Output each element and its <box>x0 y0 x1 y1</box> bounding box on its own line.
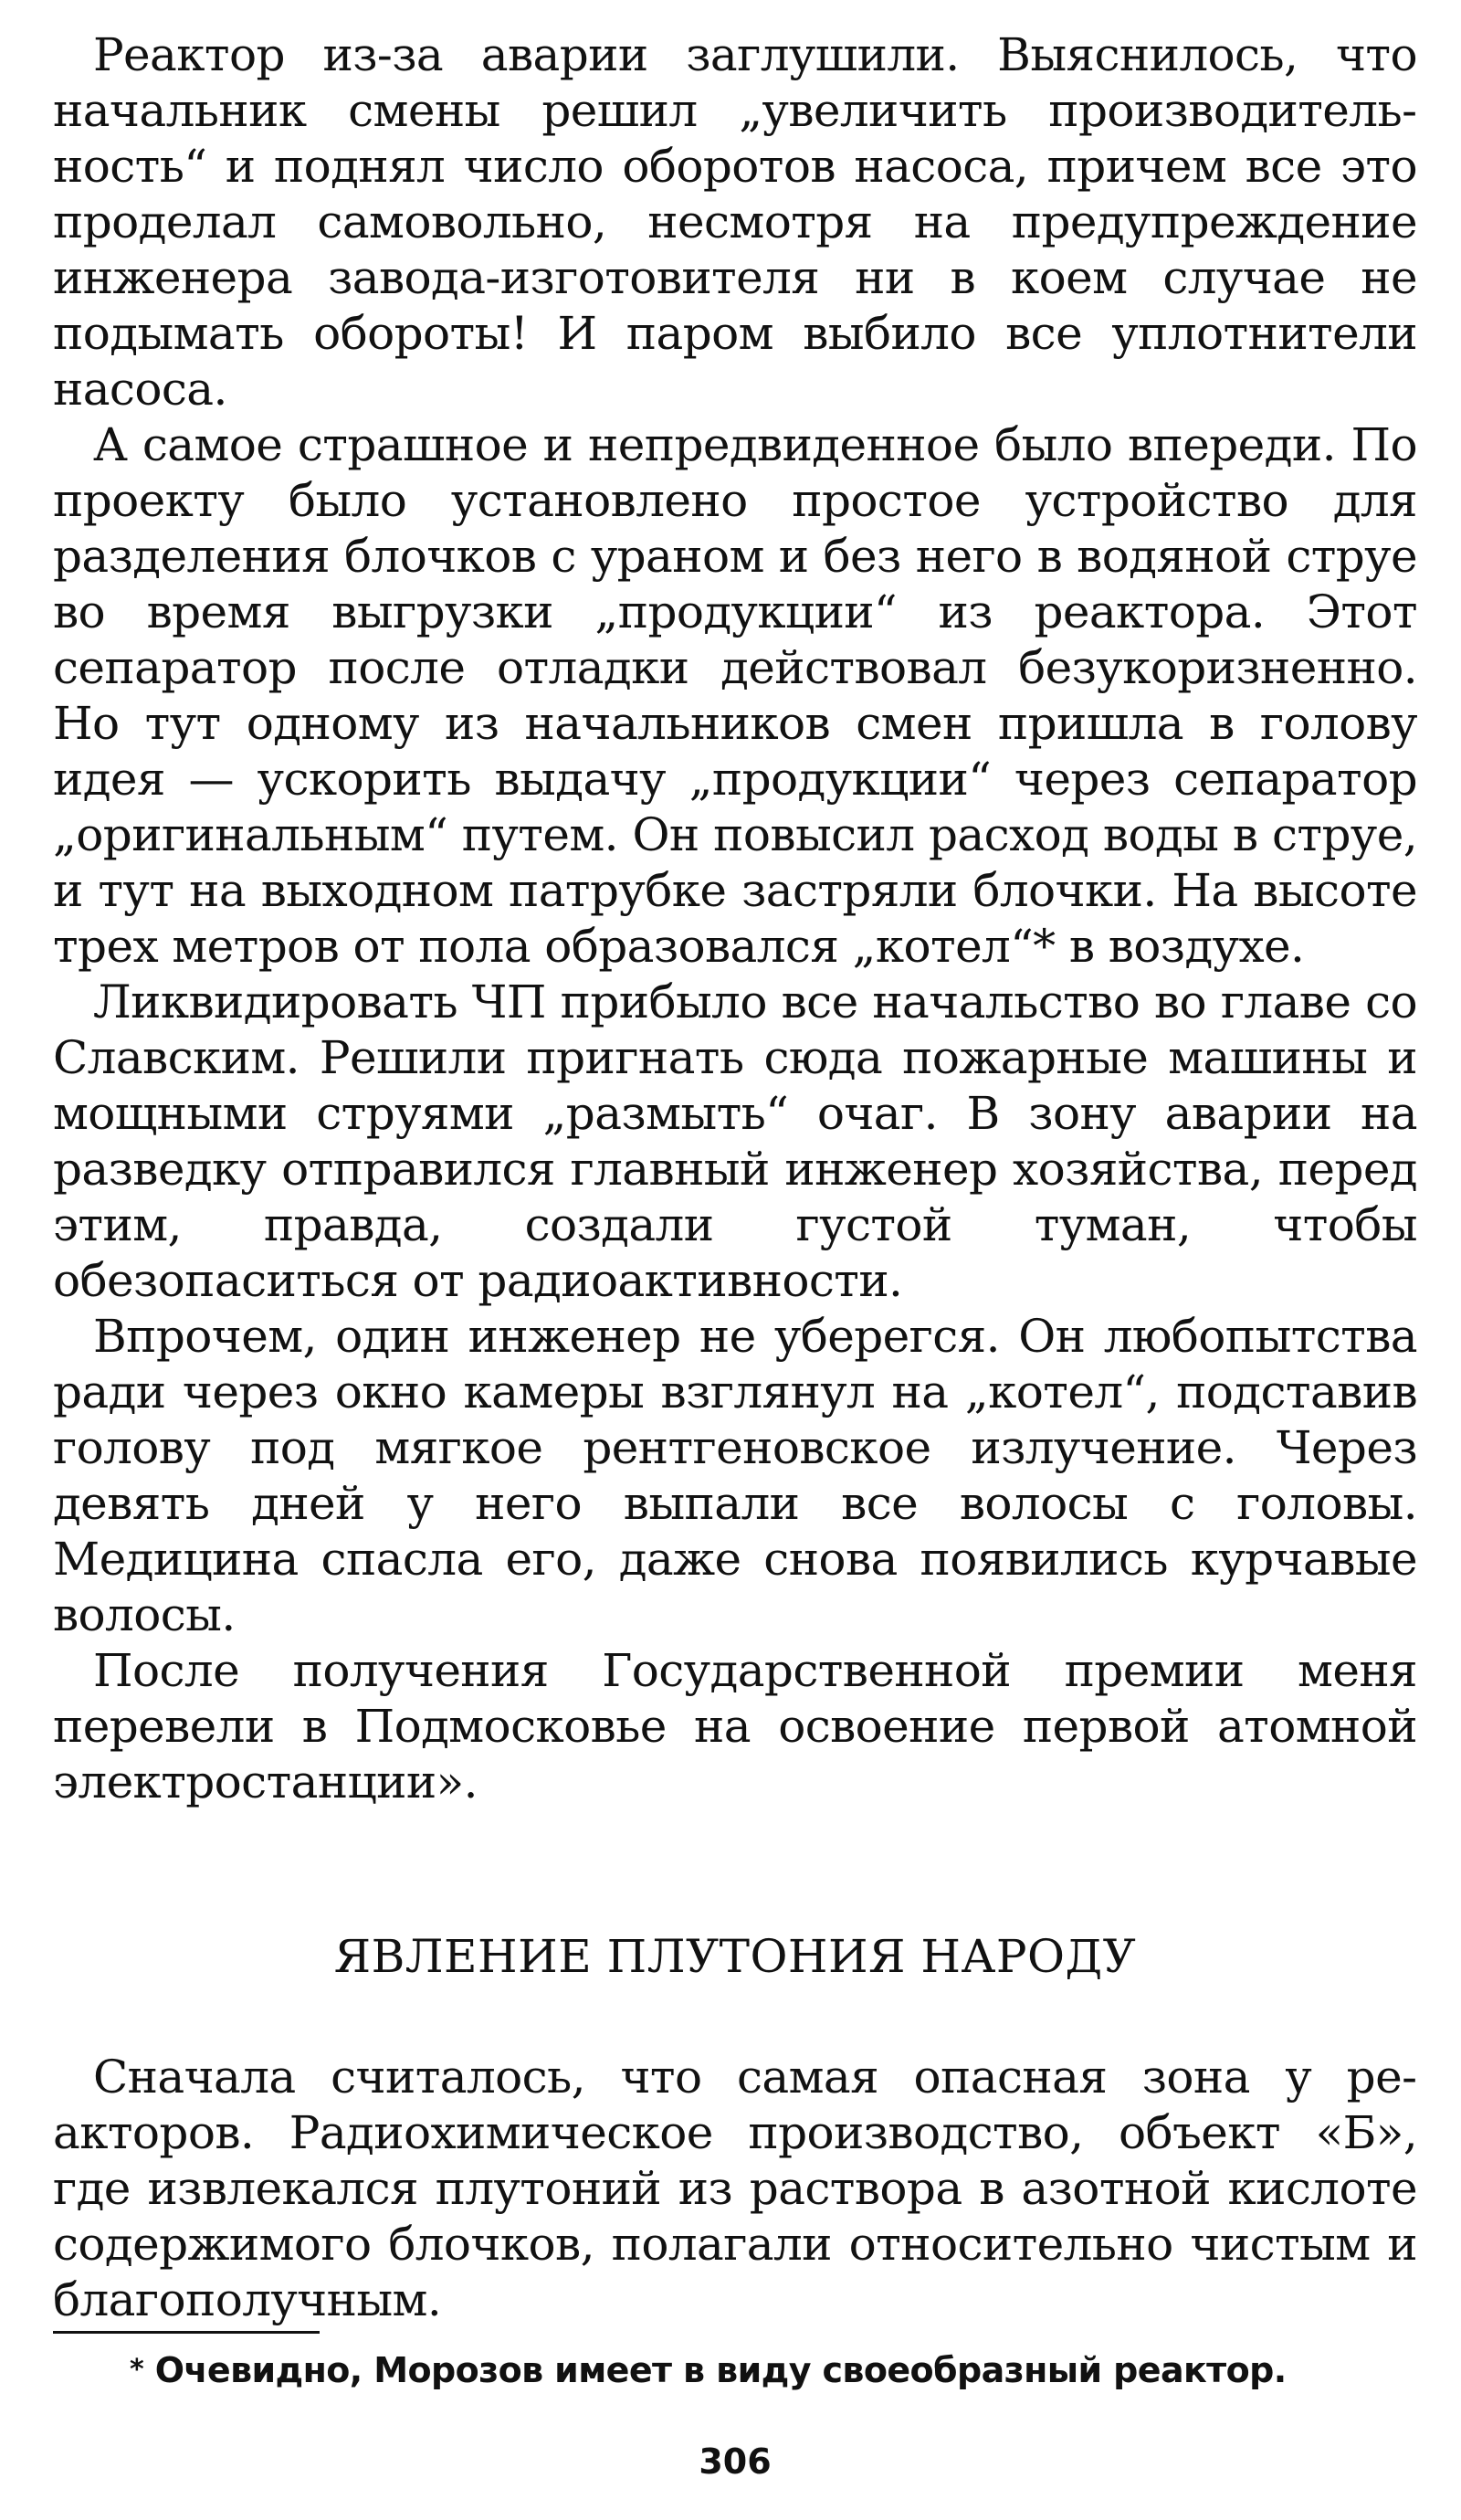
paragraph-state-prize: После получения Государственной премии меня перевели в Подмосковье на освоение первой атомной электростанции». <box>53 1644 1417 1808</box>
section-heading: ЯВЛЕНИЕ ПЛУТОНИЯ НАРОДУ <box>333 1930 1137 1983</box>
footnote-divider <box>53 2331 320 2334</box>
footnote-text: Очевидно, Морозов имеет в виду своеобразный реактор. <box>143 2350 1287 2390</box>
paragraph-emergency-response: Ликвидировать ЧП прибыло все начальство во главе со Славским. Решили пригнать сюда пожарные машины и мощными струями „размыть“ очаг. В зону аварии на разведку отправился главный инженер хозяйства, перед этим, правда, создали густой туман, чтобы обезопаситься от радиоактивности. <box>53 975 1417 1307</box>
paragraph-reactor-shutdown: Реактор из-за аварии заглушили. Выяснилось, что начальник смены решил „увеличить производительность“ и поднял число оборотов насоса, причем все это проделал самовольно, несмотря на предупреждение инженера завода-изготовителя ни в коем случае не подымать обороты! И паром выбило все уплотнители насоса. <box>53 28 1417 416</box>
footnote <box>130 2347 1408 2393</box>
paragraph-radiochemical-plant: Сначала считалось, что самая опасная зона у реакторов. Радиохимическое производство, объект «Б», где извлекался плутоний из раствора в азотной кислоте содержимого блочков, полагали относительно чистым и благополучным. <box>53 2051 1417 2326</box>
paragraph-engineer-exposure: Впрочем, один инженер не уберегся. Он любопытства ради через окно камеры взглянул на „котел“, подставив голову под мягкое рентгеновское излучение. Через девять дней у него выпали все волосы с головы. Медицина спасла его, даже снова появились курчавые волосы. <box>53 1310 1417 1641</box>
book-page <box>53 27 1417 2328</box>
paragraph-separator-incident: А самое страшное и непредвиденное было впереди. По проекту было установлено простое устройство для разделения блочков с ураном и без него в водяной струе во время выгрузки „продукции“ из реактора. Этот сепаратор после отладки действовал безукоризненно. Но тут одному из начальников смен пришла в голову идея — ускорить выдачу „продукции“ через сепаратор „оригинальным“ путем. Он повысил расход воды в струе, и тут на выходном патрубке застряли блочки. На высоте трех метров от пола образовался „котел“* в воздухе. <box>53 418 1417 973</box>
page-number: 306 <box>699 2441 772 2482</box>
footnote-mark: * <box>130 2354 144 2386</box>
